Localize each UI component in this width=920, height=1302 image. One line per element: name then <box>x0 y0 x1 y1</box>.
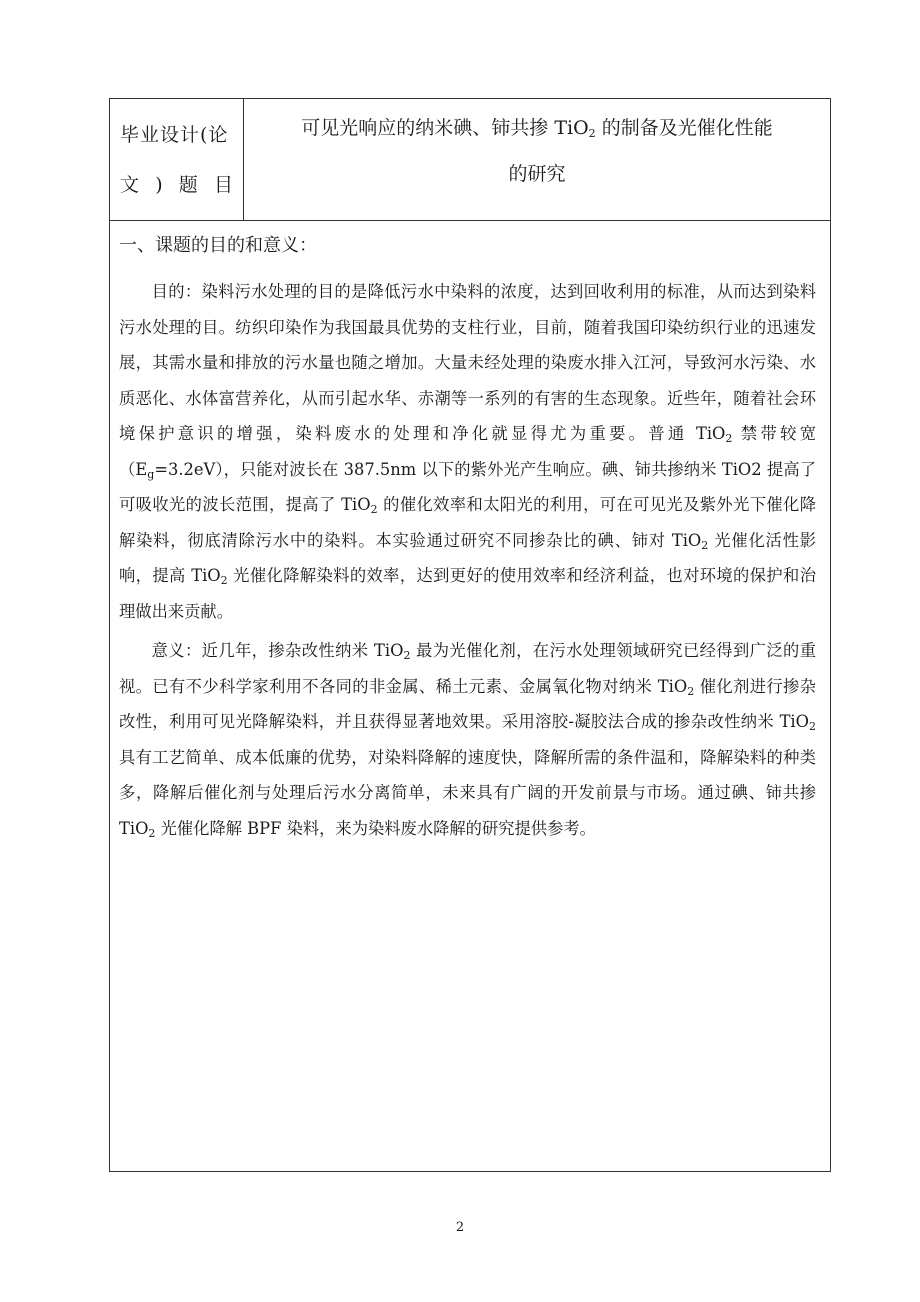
paragraph-text: 意义：近几年，掺杂改性纳米 TiO <box>151 641 404 660</box>
paragraph-text: 光催化活性影响，提高 TiO <box>119 530 816 585</box>
purpose-paragraph <box>119 274 816 629</box>
form-table <box>109 98 831 1172</box>
section-heading: 一、课题的目的和意义： <box>119 235 317 256</box>
significance-paragraph <box>119 633 816 846</box>
paragraph-text: 最为光催化剂，在污水处理领域研究已经得到广泛的重视。已有不少科学家利用不各同的非金属、稀土元素、金属氧化物对纳米 TiO <box>119 641 816 696</box>
paragraph-text: 催化剂进行掺杂改性，利用可见光降解染料，并且获得显著地效果。采用溶胶-凝胶法合成的掺杂改性纳米 TiO <box>119 676 817 731</box>
paragraph-text: 禁带较宽（E <box>119 424 816 479</box>
title-text: 可见光响应的纳米碘、铈共掺 TiO <box>301 117 589 139</box>
subscript: 2 <box>701 538 709 552</box>
paragraph-text: 光催化降解 BPF 染料，来为染料废水降解的研究提供参考。 <box>155 818 596 838</box>
topic-label-char: 目 <box>213 174 233 196</box>
paragraph-text: 的催化效率和太阳光的利用，可在可见光及紫外光下催化降解染料，彻底清除污水中的染料。本实验通过研究不同掺杂比的碘、铈对 TiO <box>119 495 816 550</box>
subscript: 2 <box>403 649 411 662</box>
topic-label-char: 题 <box>178 174 198 196</box>
topic-label-cell <box>110 99 244 221</box>
paragraph-text: 具有工艺简单、成本低廉的优势，对染料降解的速度快，降解所需的条件温和，降解染料的种类多，降解后催化剂与处理后污水分离简单，未来具有广阔的开发前景与市场。通过碘、铈共掺 TiO <box>119 747 816 838</box>
paragraph-text: 光催化降解染料的效率，达到更好的使用效率和经济利益，也对环境的保护和治理做出来贡献。 <box>119 566 816 621</box>
topic-label-line1: 毕业设计(论 <box>120 124 229 146</box>
subscript: 2 <box>809 720 816 733</box>
subscript: 2 <box>370 503 378 516</box>
paragraph-text: 目的：染料污水处理的目的是降低污水中染料的浓度，达到回收利用的标准，从而达到染料污水处理的目。纺织印染作为我国最具优势的支柱行业，目前，随着我国印染纺织行业的迅速发展，其需水量和排放的污水量也随之增加。大量未经处理的染废水排入江河，导致河水污染、水质恶化、水体富营养化，从而引起水华、赤潮等一系列的有害的生态现象。近些年，随着社会环境保护意识的增强，染料废水的处理和净化就显得尤为重要。普通 TiO <box>119 282 816 443</box>
content-cell <box>110 221 830 1171</box>
subscript: 2 <box>687 684 695 698</box>
thesis-title-cell <box>244 99 830 221</box>
thesis-title-line1 <box>244 115 830 141</box>
topic-label-char: 文 <box>120 174 140 196</box>
topic-label-line2 <box>120 173 237 197</box>
subscript: 2 <box>148 826 156 840</box>
topic-label-char: ) <box>155 174 163 196</box>
paragraph-text: =3.2eV），只能对波长在 387.5nm 以下的紫外光产生响应。碘、铈共掺纳米 TiO2 提高了可吸收光的波长范围，提高了 TiO <box>119 459 816 514</box>
thesis-title-line2: 的研究 <box>508 163 566 185</box>
title-subscript: 2 <box>588 127 596 140</box>
title-text: 的制备及光催化性能 <box>595 117 773 139</box>
subscript: 2 <box>725 432 733 445</box>
subscript: 2 <box>220 574 228 587</box>
page-number: 2 <box>455 1220 465 1235</box>
subscript: g <box>147 467 155 481</box>
